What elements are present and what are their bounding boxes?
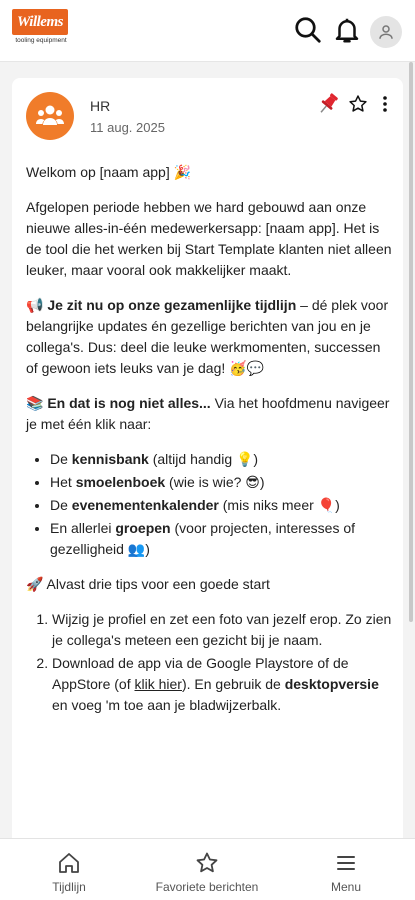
nav-label: Favoriete berichten: [155, 880, 259, 894]
post-body: [26, 162, 392, 730]
nav-item-favoriete-berichten[interactable]: [138, 839, 276, 900]
tip-item: 1. Wijzig je profiel en zet een foto van jezelf erop. Zo zien je collega's meteen een gezicht bij je naam.: [52, 609, 392, 651]
list-item: • De evenementenkalender (mis niks meer 🎈): [50, 495, 392, 516]
more-paragraph: [26, 393, 392, 435]
search-icon[interactable]: [293, 15, 323, 45]
user-avatar[interactable]: [370, 16, 402, 48]
app-header: [0, 0, 415, 62]
nav-item-menu[interactable]: [277, 839, 415, 900]
intro-paragraph: Afgelopen periode hebben we hard gebouwd aan onze nieuwe alles-in-één medewerkersapp: [naam app]. Het is de tool die het werken bij Start Template klanten niet alleen leuker, maar vooral ook makkelijker maakt.: [26, 199, 392, 278]
list-item: • De kennisbank (altijd handig 💡): [50, 449, 392, 470]
menu-list: [50, 449, 392, 560]
nav-label: Tijdlijn: [52, 880, 86, 894]
logo-text: Willems: [12, 9, 68, 35]
nav-item-tijdlijn[interactable]: [0, 839, 138, 900]
author-avatar[interactable]: [26, 92, 74, 140]
more-rest: Via het hoofdmenu navigeer je met één klik naar:: [26, 395, 390, 432]
tips-heading: 🚀 Alvast drie tips voor een goede start: [26, 576, 270, 592]
post-card: [12, 78, 403, 858]
bell-icon[interactable]: [332, 15, 362, 45]
home-icon: [57, 851, 81, 875]
star-icon: [195, 851, 219, 875]
megaphone-emoji: 📢: [26, 297, 44, 313]
bottom-nav: [0, 838, 415, 900]
user-icon: [377, 23, 395, 41]
group-icon: [35, 103, 65, 129]
logo-subtitle: tooling equipment: [15, 37, 67, 44]
list-item: • En allerlei groepen (voor projecten, interesses of gezelligheid 👥): [50, 518, 392, 560]
tip-item: 2. Download de app via de Google Playstore of de AppStore (of klik hier). En gebruik de desktopversie en voeg 'm toe aan je bladwijzerbalk.: [52, 653, 392, 716]
tips-list: [52, 609, 392, 716]
more-vertical-icon[interactable]: [377, 95, 393, 113]
nav-label: Menu: [330, 880, 362, 894]
timeline-rest: – dé plek voor belangrijke updates én gezellige berichten van jou en je collega's. Dus: deel die leuke werkmomenten, successen of gewoon iets leuks van je dag! 🥳💬: [26, 297, 389, 376]
more-bold: En dat is nog niet alles...: [47, 395, 211, 411]
scrollbar[interactable]: [409, 62, 413, 622]
tip-link[interactable]: klik hier: [134, 676, 182, 692]
menu-icon: [334, 851, 358, 875]
star-icon[interactable]: [348, 94, 368, 114]
welcome-line: Welkom op [naam app] 🎉: [26, 164, 192, 180]
pin-icon[interactable]: [315, 91, 341, 117]
post-date: 11 aug. 2025: [90, 120, 165, 135]
timeline-bold: Je zit nu op onze gezamenlijke tijdlijn: [47, 297, 297, 313]
timeline-paragraph: [26, 295, 392, 379]
list-item: • Het smoelenboek (wie is wie? 😎): [50, 472, 392, 493]
brand-logo[interactable]: [12, 9, 70, 47]
author-name[interactable]: HR: [90, 98, 111, 114]
books-emoji: 📚: [26, 395, 44, 411]
